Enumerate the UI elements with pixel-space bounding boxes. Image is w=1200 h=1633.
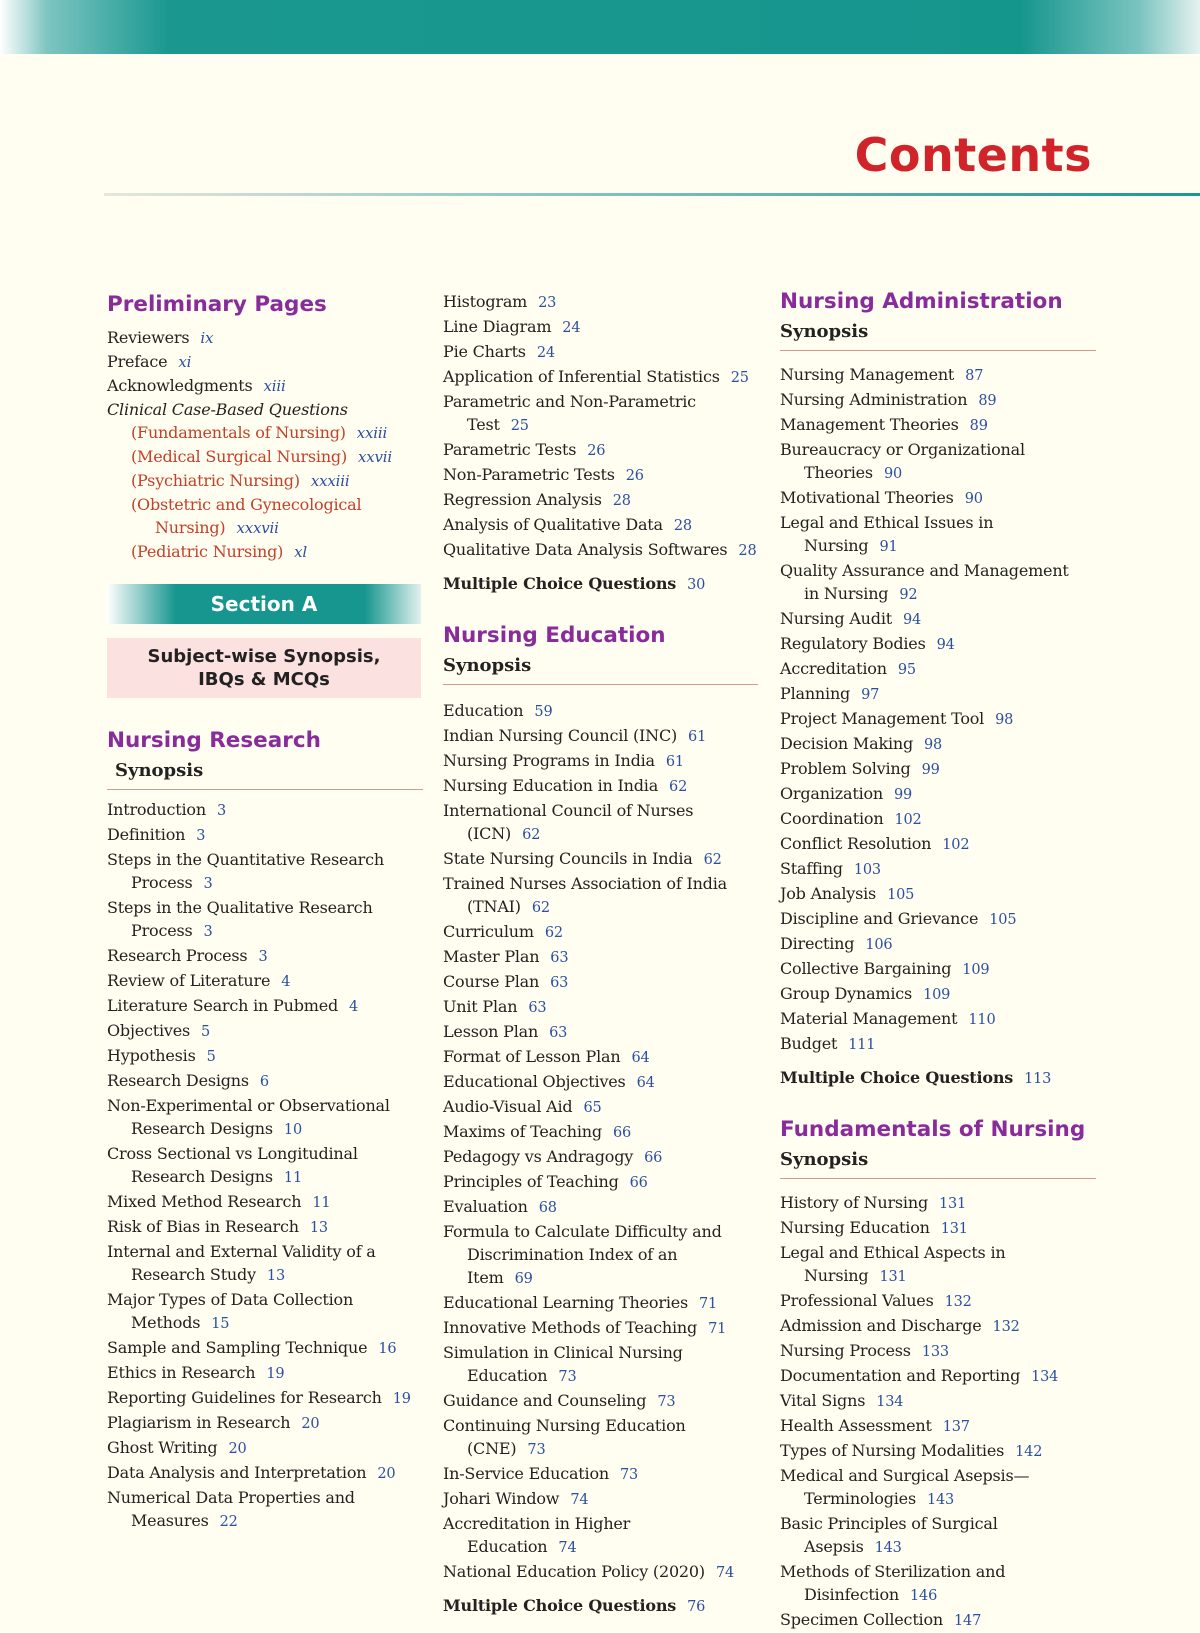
toc-entry[interactable]: Course Plan 63	[443, 972, 569, 991]
page-number: 74	[715, 1565, 734, 1581]
toc-entry[interactable]: Audio-Visual Aid 65	[443, 1097, 602, 1116]
toc-entry[interactable]: Nursing Audit 94	[780, 609, 922, 628]
page-number: 99	[921, 762, 940, 778]
page-number: 62	[703, 852, 722, 868]
synopsis-label: Synopsis	[780, 317, 1096, 351]
toc-entry[interactable]: Data Analysis and Interpretation 20	[107, 1463, 396, 1482]
fundamentals-of-nursing-list	[780, 1191, 1096, 1633]
toc-entry[interactable]: Pie Charts 24	[443, 342, 555, 361]
page-number: 142	[1015, 1444, 1043, 1460]
page-number: 62	[531, 900, 550, 916]
toc-entry[interactable]: Management Theories 89	[780, 415, 988, 434]
page-number: 15	[211, 1316, 230, 1332]
toc-entry[interactable]: Trained Nurses Association of India (TNAI) 62	[443, 874, 727, 916]
page-number: 11	[283, 1170, 302, 1186]
toc-entry[interactable]: Material Management 110	[780, 1009, 996, 1028]
mcq-entry[interactable]: Multiple Choice Questions 30	[443, 574, 706, 593]
toc-entry[interactable]: Research Designs 6	[107, 1071, 269, 1090]
toc-entry[interactable]: Histogram 23	[443, 292, 557, 311]
nursing-administration-heading: Nursing Administration	[780, 289, 1063, 314]
page-number: 98	[924, 737, 943, 753]
page-number: 65	[583, 1100, 602, 1116]
page-number: 134	[876, 1394, 904, 1410]
page-number: xxvii	[358, 448, 393, 466]
page-number: 89	[978, 393, 997, 409]
nursing-education-heading: Nursing Education	[443, 623, 666, 648]
page-number: 68	[538, 1200, 557, 1216]
page-number: 76	[687, 1599, 706, 1615]
toc-entry[interactable]: Nursing Process 133	[780, 1341, 949, 1360]
toc-entry[interactable]: Analysis of Qualitative Data 28	[443, 515, 692, 534]
page-number: 131	[939, 1196, 967, 1212]
toc-entry[interactable]: Educational Objectives 64	[443, 1072, 655, 1091]
toc-entry[interactable]: Continuing Nursing Education (CNE) 73	[443, 1416, 686, 1458]
page-number: 92	[899, 587, 918, 603]
toc-entry[interactable]: Mixed Method Research 11	[107, 1192, 331, 1211]
toc-entry[interactable]: Decision Making 98	[780, 734, 943, 753]
toc-entry[interactable]: Master Plan 63	[443, 947, 569, 966]
toc-entry[interactable]: Staffing 103	[780, 859, 881, 878]
page-number: 69	[514, 1271, 533, 1287]
page-number: 105	[887, 887, 915, 903]
toc-entry[interactable]: Methods of Sterilization and Disinfection 146	[780, 1562, 1006, 1604]
toc-entry[interactable]: Maxims of Teaching 66	[443, 1122, 632, 1141]
page-number: 90	[883, 466, 902, 482]
toc-entry[interactable]: Professional Values 132	[780, 1291, 972, 1310]
page-number: 6	[259, 1074, 269, 1090]
toc-entry[interactable]: Nursing Education in India 62	[443, 776, 688, 795]
page-number: 62	[522, 827, 541, 843]
page-number: 97	[861, 687, 880, 703]
toc-entry[interactable]: Job Analysis 105	[780, 884, 915, 903]
page-number: 73	[527, 1442, 546, 1458]
toc-entry[interactable]: Indian Nursing Council (INC) 61	[443, 726, 707, 745]
toc-entry[interactable]: Types of Nursing Modalities 142	[780, 1441, 1043, 1460]
toc-entry[interactable]: Specimen Collection 147	[780, 1610, 982, 1629]
page-number: 3	[258, 949, 268, 965]
synopsis-label: Synopsis	[780, 1145, 1096, 1179]
page-number: 5	[201, 1024, 211, 1040]
toc-entry[interactable]: (Pediatric Nursing) xl	[131, 542, 308, 561]
page-number: 143	[926, 1492, 955, 1508]
page-number: 62	[544, 925, 563, 941]
page-number: 66	[612, 1125, 632, 1141]
toc-entry[interactable]: Line Diagram 24	[443, 317, 581, 336]
page-number: 20	[301, 1416, 320, 1432]
page-number: 59	[534, 704, 553, 720]
page-number: 98	[995, 712, 1014, 728]
page-number: 22	[219, 1514, 238, 1530]
toc-entry[interactable]: Parametric Tests 26	[443, 440, 606, 459]
toc-entry[interactable]: Ethics in Research 19	[107, 1363, 285, 1382]
toc-entry[interactable]: Health Assessment 137	[780, 1416, 970, 1435]
page-number: 137	[942, 1419, 970, 1435]
page-number: 3	[196, 828, 206, 844]
page-number: 134	[1031, 1369, 1059, 1385]
mcq-entry[interactable]: Multiple Choice Questions 113	[780, 1068, 1052, 1087]
page-number: 28	[738, 543, 757, 559]
page-number: 106	[865, 937, 893, 953]
page-number: 131	[940, 1221, 968, 1237]
toc-entry[interactable]: Accreditation 95	[780, 659, 916, 678]
toc-entry[interactable]: Numerical Data Properties and Measures 22	[107, 1488, 355, 1530]
toc-entry[interactable]: Bureaucracy or Organizational Theories 90	[780, 440, 1025, 482]
page-number: 24	[562, 320, 581, 336]
toc-entry[interactable]: Planning 97	[780, 684, 880, 703]
page-number: 131	[879, 1269, 907, 1285]
toc-entry[interactable]: (Obstetric and Gynecological Nursing) xxxvii	[131, 495, 362, 537]
page-number: 95	[897, 662, 916, 678]
page-number: 143	[874, 1540, 902, 1556]
toc-entry[interactable]: Literature Search in Pubmed 4	[107, 996, 359, 1015]
toc-entry[interactable]: Nursing Programs in India 61	[443, 751, 684, 770]
page-number: xl	[294, 543, 308, 561]
page-number: 66	[644, 1150, 663, 1166]
page-number: 19	[392, 1391, 411, 1407]
section-a-band: Section A	[107, 584, 421, 624]
toc-entry[interactable]: Major Types of Data Collection Methods 15	[107, 1290, 354, 1332]
page-number: 64	[631, 1050, 650, 1066]
toc-entry[interactable]: Reporting Guidelines for Research 19	[107, 1388, 411, 1407]
toc-entry[interactable]: Conflict Resolution 102	[780, 834, 970, 853]
toc-entry: Clinical Case-Based Questions	[107, 400, 348, 419]
page-number: 5	[206, 1049, 216, 1065]
toc-entry[interactable]: Evaluation 68	[443, 1197, 557, 1216]
page-number: 11	[312, 1195, 331, 1211]
toc-entry[interactable]: Format of Lesson Plan 64	[443, 1047, 650, 1066]
page-number: 90	[964, 491, 983, 507]
toc-entry[interactable]: Sample and Sampling Technique 16	[107, 1338, 397, 1357]
toc-entry[interactable]: Medical and Surgical Asepsis—Terminologies 143	[780, 1466, 1030, 1508]
page-number: 3	[216, 803, 226, 819]
toc-entry[interactable]: Documentation and Reporting 134	[780, 1366, 1059, 1385]
toc-entry[interactable]: Group Dynamics 109	[780, 984, 951, 1003]
page-number: 3	[203, 924, 213, 940]
page-number: 63	[549, 1025, 568, 1041]
toc-entry[interactable]: Motivational Theories 90	[780, 488, 983, 507]
page-number: xxxiii	[310, 472, 350, 490]
nursing-research-list	[107, 798, 423, 1534]
page-number: 61	[665, 754, 684, 770]
column-1	[107, 290, 423, 1534]
toc-entry[interactable]: Nursing Management 87	[780, 365, 984, 384]
toc-entry[interactable]: Discipline and Grievance 105	[780, 909, 1017, 928]
column-2	[443, 290, 758, 1619]
mcq-entry[interactable]: Multiple Choice Questions 76	[443, 1596, 706, 1615]
page-number: 3	[203, 876, 213, 892]
page-number: 102	[894, 812, 922, 828]
toc-entry[interactable]: Basic Principles of Surgical Asepsis 143	[780, 1514, 998, 1556]
page-number: 99	[894, 787, 913, 803]
page-number: 91	[879, 539, 898, 555]
top-color-band	[0, 0, 1200, 54]
toc-entry[interactable]: Cross Sectional vs Longitudinal Research Designs 11	[107, 1144, 358, 1186]
title-rule	[104, 193, 1200, 196]
toc-entry[interactable]: Definition 3	[107, 825, 206, 844]
page-number: 25	[510, 418, 529, 434]
toc-entry[interactable]: Nursing Education 131	[780, 1218, 968, 1237]
page-number: 61	[688, 729, 707, 745]
page-number: 111	[848, 1037, 876, 1053]
toc-entry[interactable]: Steps in the Qualitative Research Process 3	[107, 898, 373, 940]
page-number: 73	[558, 1369, 577, 1385]
toc-entry[interactable]: Quality Assurance and Management in Nursing 92	[780, 561, 1069, 603]
toc-entry[interactable]: International Council of Nurses (ICN) 62	[443, 801, 694, 843]
page-number: 19	[266, 1366, 285, 1382]
toc-entry[interactable]: Reviewers ix	[107, 328, 214, 347]
page-number: ix	[200, 329, 214, 347]
page-number: 10	[283, 1122, 302, 1138]
toc-entry[interactable]: Johari Window 74	[443, 1489, 589, 1508]
toc-entry[interactable]: Parametric and Non-Parametric Test 25	[443, 392, 696, 434]
preliminary-list	[107, 326, 423, 564]
toc-entry[interactable]: Vital Signs 134	[780, 1391, 904, 1410]
page-title: Contents	[854, 128, 1092, 182]
page-number: 87	[965, 368, 984, 384]
page-number: 94	[902, 612, 922, 628]
page-number: 71	[699, 1296, 718, 1312]
page-number: 113	[1024, 1071, 1052, 1087]
toc-entry[interactable]: History of Nursing 131	[780, 1193, 967, 1212]
page-number: 63	[528, 1000, 547, 1016]
toc-entry[interactable]: Research Process 3	[107, 946, 268, 965]
page-number: 23	[538, 295, 557, 311]
toc-entry[interactable]: Acknowledgments xiii	[107, 376, 286, 395]
toc-entry[interactable]: Legal and Ethical Aspects in Nursing 131	[780, 1243, 1006, 1285]
page-number: xxxvii	[236, 519, 279, 537]
toc-entry[interactable]: Organization 99	[780, 784, 913, 803]
toc-entry[interactable]: (Medical Surgical Nursing) xxvii	[131, 447, 393, 466]
toc-entry[interactable]: Directing 106	[780, 934, 893, 953]
toc-entry[interactable]: Principles of Teaching 66	[443, 1172, 648, 1191]
page-number: 30	[687, 577, 706, 593]
toc-entry[interactable]: Application of Inferential Statistics 25	[443, 367, 749, 386]
nursing-administration-list	[780, 363, 1096, 1057]
toc-entry[interactable]: Admission and Discharge 132	[780, 1316, 1020, 1335]
toc-entry[interactable]: Problem Solving 99	[780, 759, 940, 778]
page-number: 103	[853, 862, 881, 878]
page-number: 133	[921, 1344, 949, 1360]
page-number: 16	[378, 1341, 397, 1357]
toc-entry[interactable]: Non-Parametric Tests 26	[443, 465, 644, 484]
toc-entry[interactable]: Review of Literature 4	[107, 971, 291, 990]
page-number: 109	[923, 987, 951, 1003]
page-number: 71	[708, 1321, 727, 1337]
page-number: 64	[636, 1075, 655, 1091]
toc-entry[interactable]: Collective Bargaining 109	[780, 959, 990, 978]
page-number: 102	[942, 837, 970, 853]
page-number: 132	[944, 1294, 972, 1310]
toc-entry[interactable]: (Fundamentals of Nursing) xxiii	[131, 423, 388, 442]
page-number: 105	[989, 912, 1017, 928]
toc-entry[interactable]: Budget 111	[780, 1034, 876, 1053]
toc-entry[interactable]: Risk of Bias in Research 13	[107, 1217, 328, 1236]
toc-entry[interactable]: Simulation in Clinical Nursing Education 73	[443, 1343, 683, 1385]
toc-entry[interactable]: Innovative Methods of Teaching 71	[443, 1318, 727, 1337]
preliminary-pages-heading: Preliminary Pages	[107, 292, 327, 317]
synopsis-label: Synopsis	[443, 651, 758, 685]
toc-entry[interactable]: Nursing Administration 89	[780, 390, 997, 409]
nursing-education-list	[443, 699, 758, 1585]
toc-entry[interactable]: Coordination 102	[780, 809, 922, 828]
toc-entry[interactable]: Introduction 3	[107, 800, 226, 819]
column-3	[780, 287, 1096, 1633]
toc-entry[interactable]: Hypothesis 5	[107, 1046, 216, 1065]
page-number: 110	[968, 1012, 996, 1028]
page-number: 73	[657, 1394, 676, 1410]
page-number: 63	[550, 975, 569, 991]
toc-entry[interactable]: Unit Plan 63	[443, 997, 547, 1016]
page-number: 26	[625, 468, 644, 484]
page-number: 74	[570, 1492, 589, 1508]
page-number: 94	[936, 637, 955, 653]
page-number: 4	[349, 999, 359, 1015]
page-number: 73	[620, 1467, 639, 1483]
toc-entry[interactable]: Formula to Calculate Difficulty and Discrimination Index of an Item 69	[443, 1222, 722, 1287]
toc-entry[interactable]: Lesson Plan 63	[443, 1022, 568, 1041]
toc-entry[interactable]: Regulatory Bodies 94	[780, 634, 955, 653]
toc-entry[interactable]: Accreditation in Higher Education 74	[443, 1514, 631, 1556]
toc-entry[interactable]: Non-Experimental or Observational Research Designs 10	[107, 1096, 390, 1138]
page-number: 109	[962, 962, 990, 978]
toc-entry[interactable]: Education 59	[443, 701, 553, 720]
toc-entry[interactable]: Steps in the Quantitative Research Process 3	[107, 850, 384, 892]
toc-entry[interactable]: Internal and External Validity of a Research Study 13	[107, 1242, 376, 1284]
page-number: 4	[281, 974, 291, 990]
section-a-subtitle: Subject-wise Synopsis, IBQs & MCQs	[107, 638, 421, 698]
toc-entry[interactable]: Objectives 5	[107, 1021, 211, 1040]
toc-entry[interactable]: Legal and Ethical Issues in Nursing 91	[780, 513, 994, 555]
page-number: xxiii	[356, 424, 388, 442]
page-number: 13	[309, 1220, 328, 1236]
page-number: 28	[612, 493, 631, 509]
toc-entry[interactable]: (Psychiatric Nursing) xxxiii	[131, 471, 350, 490]
page-number: 62	[669, 779, 688, 795]
page-number: 63	[550, 950, 569, 966]
toc-entry[interactable]: Curriculum 62	[443, 922, 563, 941]
nursing-research-heading: Nursing Research	[107, 728, 321, 753]
page-number: 28	[673, 518, 692, 534]
toc-entry[interactable]: Educational Learning Theories 71	[443, 1293, 718, 1312]
page-number: 146	[910, 1588, 938, 1604]
toc-entry[interactable]: State Nursing Councils in India 62	[443, 849, 722, 868]
synopsis-label: Synopsis	[107, 756, 423, 790]
toc-entry[interactable]: Regression Analysis 28	[443, 490, 631, 509]
page-number: xiii	[263, 377, 286, 395]
toc-entry[interactable]: In-Service Education 73	[443, 1464, 639, 1483]
toc-entry[interactable]: Preface xi	[107, 352, 192, 371]
page-number: 26	[587, 443, 606, 459]
page-number: 132	[992, 1319, 1020, 1335]
toc-entry[interactable]: Plagiarism in Research 20	[107, 1413, 320, 1432]
toc-entry[interactable]: Pedagogy vs Andragogy 66	[443, 1147, 663, 1166]
page-number: 13	[266, 1268, 285, 1284]
page-number: 74	[558, 1540, 577, 1556]
page-number: 66	[629, 1175, 648, 1191]
toc-entry[interactable]: Ghost Writing 20	[107, 1438, 247, 1457]
page-number: 20	[377, 1466, 396, 1482]
page-number: 20	[228, 1441, 247, 1457]
page-number: 147	[954, 1613, 982, 1629]
fundamentals-of-nursing-heading: Fundamentals of Nursing	[780, 1117, 1086, 1142]
nursing-research-continued-list	[443, 290, 758, 563]
page-number: 24	[536, 345, 555, 361]
toc-entry[interactable]: National Education Policy (2020) 74	[443, 1562, 734, 1581]
toc-entry[interactable]: Guidance and Counseling 73	[443, 1391, 676, 1410]
page-number: 25	[730, 370, 749, 386]
page-number: 89	[969, 418, 988, 434]
toc-entry[interactable]: Project Management Tool 98	[780, 709, 1014, 728]
page-number: xi	[178, 353, 192, 371]
toc-entry[interactable]: Qualitative Data Analysis Softwares 28	[443, 540, 757, 559]
